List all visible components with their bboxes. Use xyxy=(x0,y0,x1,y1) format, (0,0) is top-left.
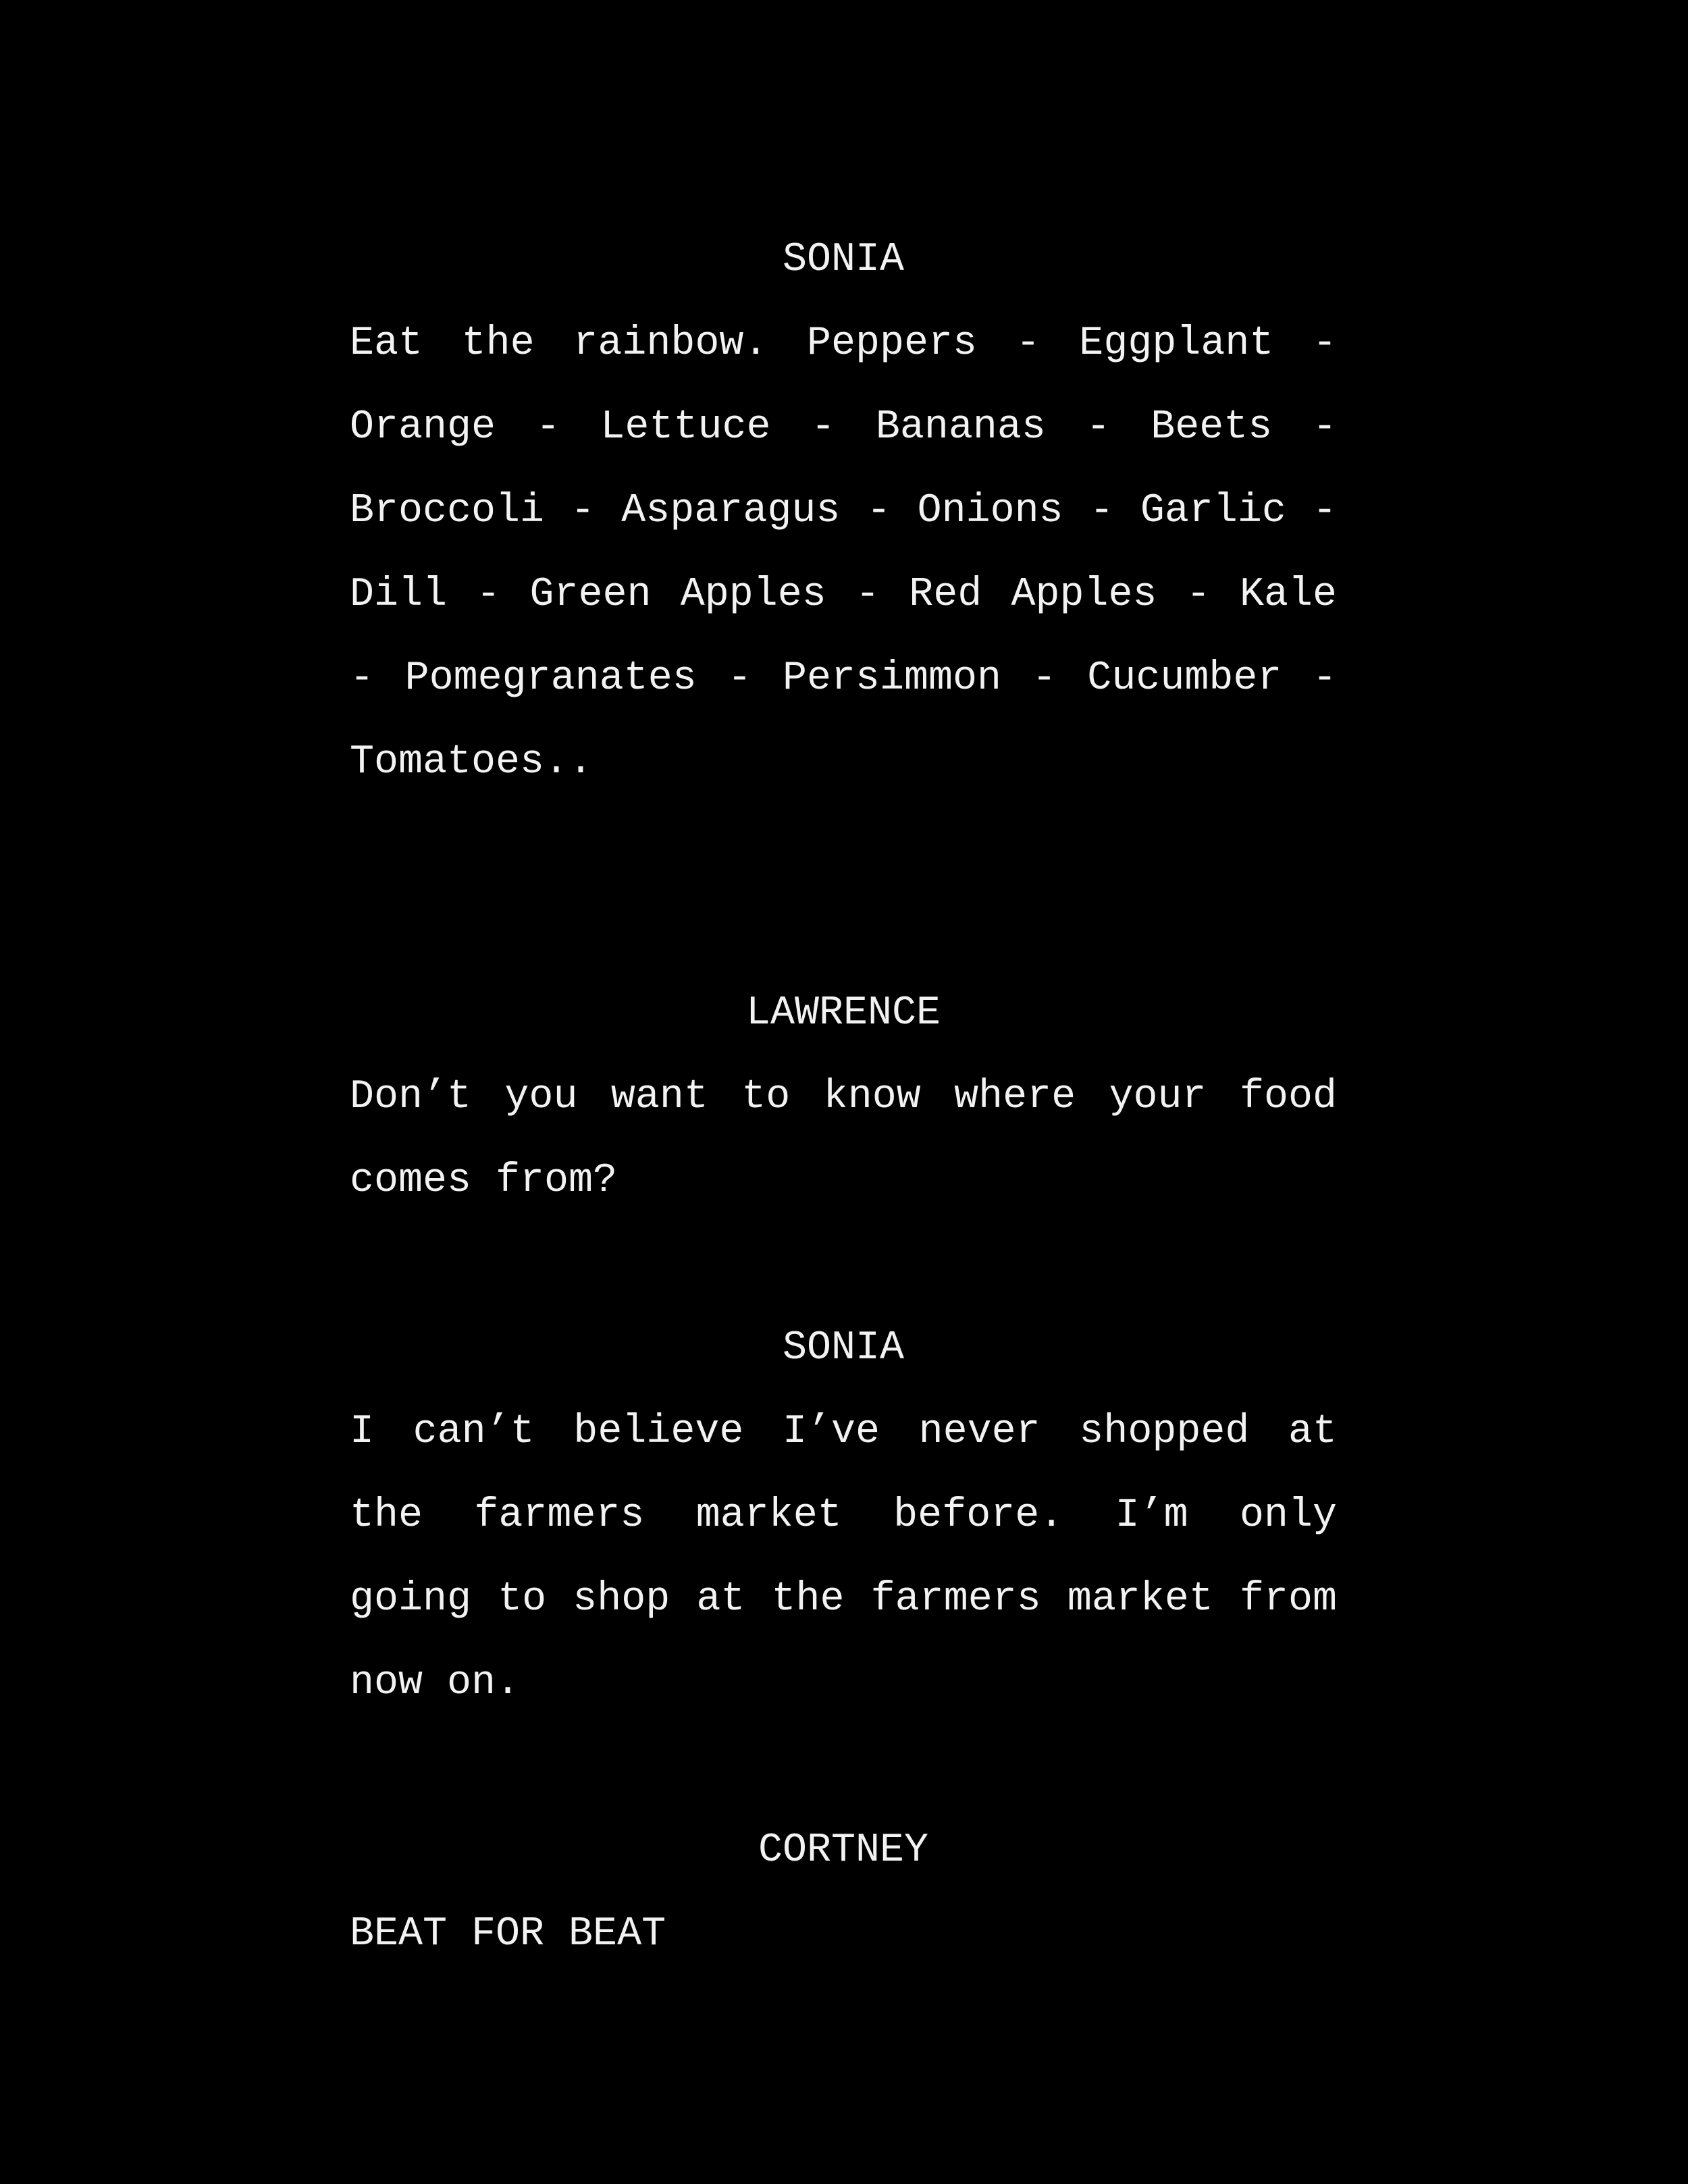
dialogue-text: I can’t believe I’ve never shopped at the farmers market before. I’m only going to shop at the farmers market from now on. xyxy=(350,1409,1337,1706)
dialogue-block-cortney xyxy=(350,1809,1337,1976)
dialogue-text: Don’t you want to know where your food comes from? xyxy=(350,1074,1337,1204)
character-name: SONIA xyxy=(782,237,905,283)
dialogue-text: BEAT FOR BEAT xyxy=(350,1911,666,1957)
dialogue-block-sonia-1 xyxy=(350,218,1337,804)
character-name: SONIA xyxy=(782,1325,905,1371)
character-name: CORTNEY xyxy=(758,1828,929,1873)
dialogue-text: Eat the rainbow. Peppers - Eggplant - Orange - Lettuce - Bananas - Beets - Broccoli - Asparagus - Onions - Garlic - Dill - Green Apples - Red Apples - Kale - Pomegranates - Persimmon - Cucumber - Tomatoes.. xyxy=(350,321,1337,785)
dialogue-block-lawrence xyxy=(350,971,1337,1223)
character-name: LAWRENCE xyxy=(745,990,941,1036)
dialogue-block-sonia-2 xyxy=(350,1306,1337,1725)
